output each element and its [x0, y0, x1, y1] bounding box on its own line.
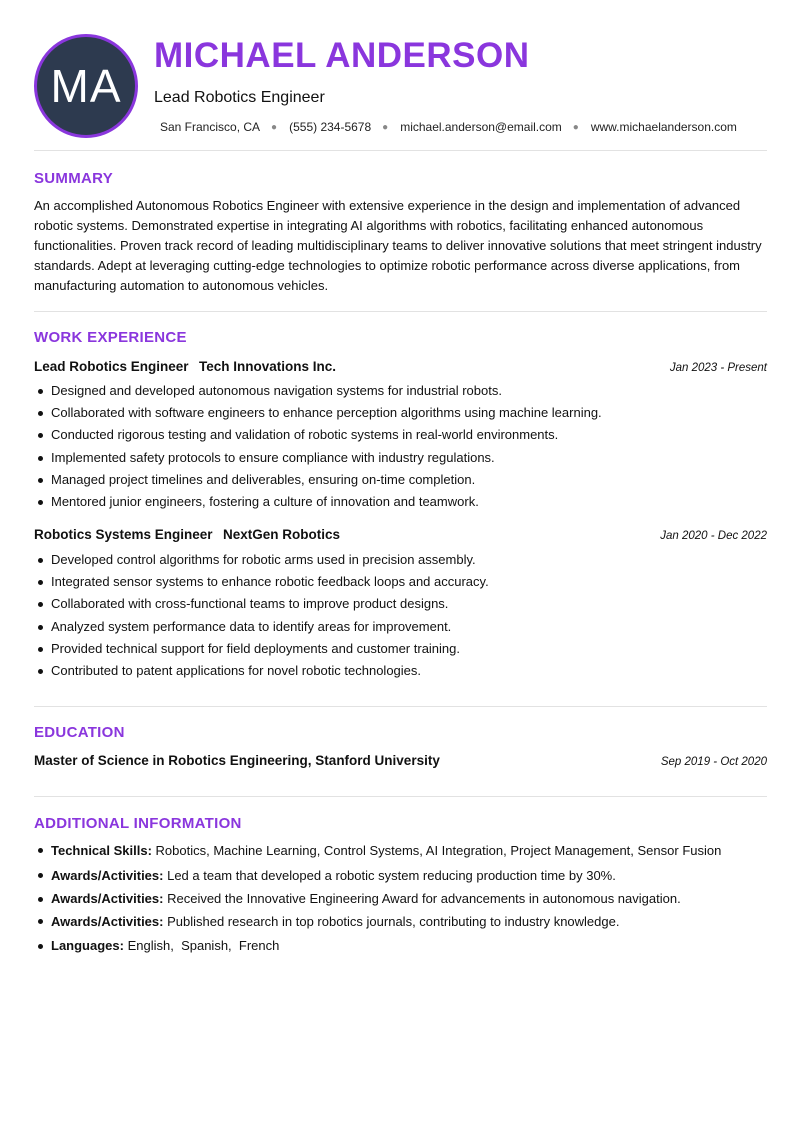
education-degree: Master of Science in Robotics Engineering, Stanford University [34, 753, 440, 768]
job-header [34, 526, 767, 544]
list-item: Provided technical support for field deployments and customer training. [34, 638, 767, 660]
contact-phone[interactable]: (555) 234-5678 [289, 120, 372, 134]
job-bullets [34, 549, 767, 682]
contact-location: San Francisco, CA [160, 120, 261, 134]
item-text: Published research in top robotics journals, contributing to industry knowledge. [167, 914, 620, 930]
list-item: Collaborated with cross-functional teams to improve product designs. [34, 593, 767, 615]
item-label: Languages: [51, 937, 124, 953]
item-text: Received the Innovative Engineering Award for advancements in autonomous navigation. [167, 891, 681, 906]
job-role: Robotics Systems Engineer [34, 527, 213, 542]
list-item [34, 910, 767, 935]
additional-heading: ADDITIONAL INFORMATION [34, 815, 242, 832]
education-entry [34, 753, 767, 768]
summary-text: An accomplished Autonomous Robotics Engineer with extensive experience in the design and implementation of advanced robotic systems. Demonstrated expertise in integrating AI algorithms with robotics, facilitating enhanced autonomous functionalities. Proven track record of leading multidisciplinary teams to deliver innovative solutions that meet stringent industry standards. Adept at leveraging cutting-edge technologies to optimize robotic performance across diverse applications, from manufacturing automation to autonomous vehicles. [34, 198, 762, 293]
job-role: Lead Robotics Engineer [34, 359, 189, 374]
summary-heading: SUMMARY [34, 170, 114, 187]
list-item [34, 935, 767, 957]
job-company: Tech Innovations Inc. [198, 359, 337, 374]
item-text: Robotics, Machine Learning, Control Systems, AI Integration, Project Management, Sensor Fusion [155, 843, 722, 858]
list-item: Collaborated with software engineers to enhance perception algorithms using machine learning. [34, 402, 767, 424]
contact-website[interactable]: www.michaelanderson.com [590, 120, 737, 134]
item-label: Technical Skills: [51, 843, 152, 858]
item-text: English, Spanish, French [127, 937, 280, 953]
avatar [34, 34, 138, 138]
list-item: Integrated sensor systems to enhance robotic feedback loops and accuracy. [34, 571, 767, 593]
avatar-initials: MA [50, 60, 122, 112]
item-label: Awards/Activities: [51, 891, 164, 906]
list-item: Implemented safety protocols to ensure compliance with industry regulations. [34, 447, 767, 469]
education-dates: Sep 2019 - Oct 2020 [660, 756, 767, 768]
job-bullets [34, 380, 767, 513]
list-item [34, 839, 767, 864]
item-label: Awards/Activities: [51, 914, 164, 930]
candidate-title: Lead Robotics Engineer [154, 89, 325, 106]
item-text: Led a team that developed a robotic system reducing production time by 30%. [167, 867, 616, 883]
list-item: Designed and developed autonomous navigation systems for industrial robots. [34, 380, 767, 402]
contact-bar [160, 120, 737, 134]
list-item: Contributed to patent applications for novel robotic technologies. [34, 660, 767, 682]
additional-list [34, 839, 767, 957]
candidate-name: MICHAEL ANDERSON [154, 36, 530, 75]
job-dates: Jan 2020 - Dec 2022 [660, 530, 767, 542]
list-item: Analyzed system performance data to identify areas for improvement. [34, 616, 767, 638]
list-item [34, 864, 767, 889]
job-dates: Jan 2023 - Present [669, 362, 767, 374]
list-item: Mentored junior engineers, fostering a culture of innovation and teamwork. [34, 491, 767, 513]
divider [34, 150, 767, 151]
education-heading: EDUCATION [34, 724, 125, 741]
list-item: Developed control algorithms for robotic arms used in precision assembly. [34, 549, 767, 571]
experience-heading: WORK EXPERIENCE [34, 329, 187, 346]
list-item: Conducted rigorous testing and validation of robotic systems in real-world environments. [34, 424, 767, 446]
job-company: NextGen Robotics [223, 527, 341, 542]
item-label: Awards/Activities: [51, 867, 164, 883]
list-item [34, 888, 767, 910]
divider [34, 706, 767, 707]
separator-dot: ● [382, 121, 389, 133]
separator-dot: ● [572, 121, 579, 133]
contact-email[interactable]: michael.anderson@email.com [400, 120, 562, 134]
divider [34, 796, 767, 797]
list-item: Managed project timelines and deliverables, ensuring on-time completion. [34, 469, 767, 491]
divider [34, 311, 767, 312]
separator-dot: ● [271, 121, 278, 133]
job-header [34, 358, 767, 376]
